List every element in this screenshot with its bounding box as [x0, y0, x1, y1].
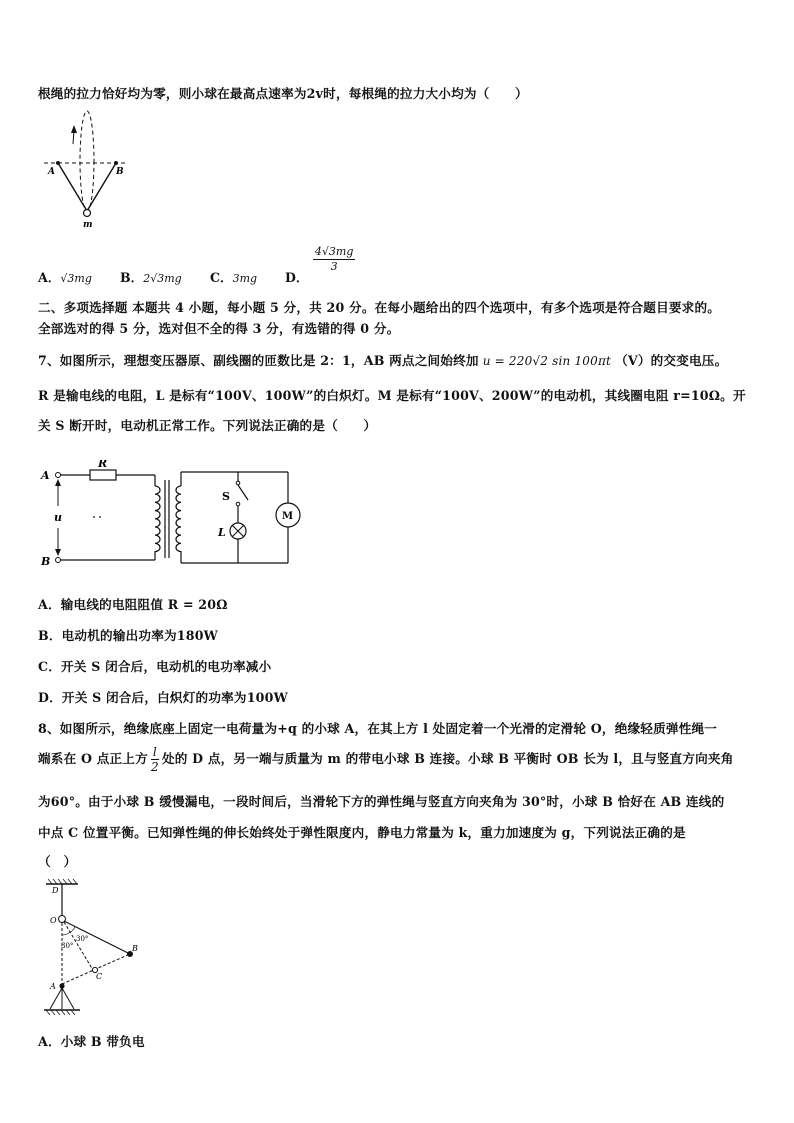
q8-line5: （ ） [38, 854, 77, 869]
q6-label-b: B [116, 167, 124, 177]
q8-angle-label-1: 30° [76, 935, 89, 943]
q7-label-r: R [98, 460, 108, 470]
q7-option-d: D．开关 S 闭合后，白炽灯的功率为100W [38, 690, 288, 705]
q8-label-b: B [132, 944, 138, 953]
q7-option-b: B．电动机的输出功率为180W [38, 628, 219, 643]
q7-label-a: A [41, 469, 50, 482]
q6-figure [40, 108, 130, 230]
q6-option-b: B．2√3mg [120, 270, 182, 285]
q8-option-a: A．小球 B 带负电 [38, 1034, 145, 1049]
q7-label-l: L [218, 526, 226, 539]
q8-angle-label-2: 30° [61, 942, 74, 950]
q7-label-b: B [41, 555, 51, 568]
section2-line2: 全部选对的得 5 分，选对但不全的得 3 分，有选错的得 0 分。 [38, 321, 400, 336]
q8-label-c: C [96, 972, 103, 981]
section2-line1: 二、多项选择题 本题共 4 小题，每小题 5 分，共 20 分。在每小题给出的四个选项中，有多个选项是符合题目要求的。 [38, 300, 721, 315]
q8-label-d: D [52, 886, 59, 895]
q7-line3: 关 S 断开时，电动机正常工作。下列说法正确的是（ ） [38, 418, 377, 433]
q7-label-u: u [54, 511, 62, 524]
q7-option-c: C．开关 S 闭合后，电动机的电功率减小 [38, 659, 272, 674]
q6-label-a: A [48, 167, 55, 177]
q7-line2: R 是输电线的电阻，L 是标有“100V、100W”的白炽灯。M 是标有“100V、200W”的电动机，其线圈电阻 r=10Ω。开 [38, 388, 746, 403]
q8-label-a: A [50, 982, 56, 991]
q8-label-o: O [50, 916, 57, 925]
q7-label-s: S [222, 490, 230, 503]
q6-option-d: D． $\frac{4√3mg}{3}$ [285, 245, 354, 285]
q6-label-m: m [83, 220, 93, 230]
q6-stem-tail: 根绳的拉力恰好均为零，则小球在最高点速率为2v时，每根绳的拉力大小均为（ ） [38, 86, 528, 101]
q6-option-c: C．3mg [210, 270, 258, 285]
q8-line3: 为60°。由于小球 B 缓慢漏电，一段时间后，当滑轮下方的弹性绳与竖直方向夹角为 30°时，小球 B 恰好在 AB 连线的 [38, 794, 725, 809]
q8-figure [40, 875, 152, 1020]
q7-circuit-figure [38, 460, 308, 572]
q6-option-a: A．√3mg [38, 270, 92, 285]
q8-line4: 中点 C 位置平衡。已知弹性绳的伸长始终处于弹性限度内，静电力常量为 k，重力加速度为 g，下列说法正确的是 [38, 825, 686, 840]
q7-option-a: A．输电线的电阻阻值 R = 20Ω [38, 597, 228, 612]
q7-label-m: M [282, 511, 294, 522]
q7-line1: 7、如图所示，理想变压器原、副线圈的匝数比是 2：1，AB 两点之间始终加 u = 220√2 sin 100πt （V）的交变电压。 [38, 353, 728, 368]
q8-line1: 8、如图所示，绝缘底座上固定一电荷量为+q 的小球 A，在其上方 l 处固定着一个光滑的定滑轮 O，绝缘轻质弹性绳一 [38, 721, 718, 736]
q8-line2: 端系在 O 点正上方 $\frac{l}{2}$ 处的 D 点，另一端与质量为 m 的带电小球 B 连接。小球 B 平衡时 OB 长为 l，且与竖直方向夹角 [38, 745, 734, 774]
